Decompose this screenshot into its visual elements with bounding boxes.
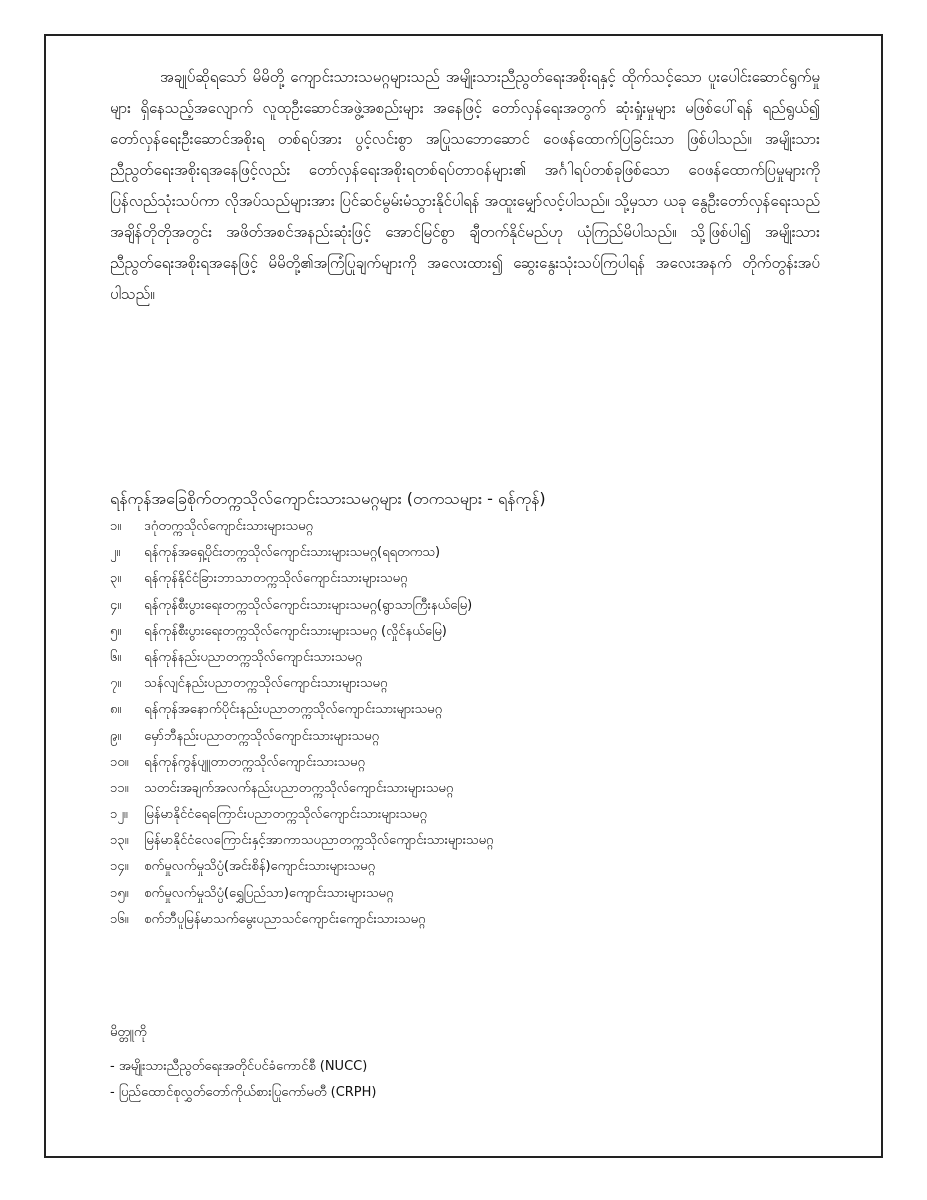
- list-item: [110, 802, 830, 828]
- list-item-number: ၉။: [110, 728, 122, 744]
- list-item-number: ၁၃။: [110, 833, 129, 849]
- list-item-number: ၁၄။: [110, 859, 129, 875]
- list-item-number: ၃။: [110, 571, 122, 587]
- list-item: [110, 881, 830, 907]
- list-item: [110, 724, 830, 750]
- list-item: [110, 514, 830, 540]
- list-item-name: ရန်ကုန်ကွန်ပျူတာတက္ကသိုလ်ကျောင်းသားသမဂ္ဂ: [144, 754, 365, 770]
- list-item: [110, 593, 830, 619]
- list-item-number: ၅။: [110, 623, 122, 639]
- list-item-number: ၂။: [110, 545, 121, 561]
- list-item-number: ၁။: [110, 519, 122, 534]
- list-item-number: ၁၂။: [110, 807, 128, 823]
- list-item: [110, 645, 830, 671]
- list-item-number: ၈။: [110, 702, 122, 718]
- list-item-number: ၄။: [110, 597, 122, 613]
- list-item-name: ရန်ကုန်အရှေ့ပိုင်းတက္ကသိုလ်ကျောင်းသားများသမဂ္ဂ(ရရတကသ): [144, 545, 441, 561]
- list-item-name: စက်မှုလက်မှုသိပ္ပံ(အင်းစိန်)ကျောင်းသားများသမဂ္ဂ: [144, 859, 376, 875]
- list-item: [110, 854, 830, 880]
- list-item-number: ၁၁။: [110, 780, 129, 796]
- list-item: [110, 828, 830, 854]
- list-item-name: ရန်ကုန်နိုင်ငံခြားဘာသာတက္ကသိုလ်ကျောင်းသားများသမဂ္ဂ: [144, 571, 408, 587]
- list-item-name: မြန်မာနိုင်ငံလေကြောင်းနှင့်အာကာသပညာတက္ကသိုလ်ကျောင်းသားများသမဂ္ဂ: [144, 833, 494, 849]
- list-item: [110, 540, 830, 566]
- list-item-number: ၁၆။: [110, 911, 129, 927]
- list-item-number: ၁၅။: [110, 885, 129, 901]
- section-title: ရန်ကုန်အခြေစိုက်တက္ကသိုလ်ကျောင်းသားသမဂ္ဂများ (တကသများ - ရန်ကုန်): [110, 489, 546, 508]
- list-item: [110, 776, 830, 802]
- copy-recipient-nucc: - အမျိုးသားညီညွတ်ရေးအတိုင်ပင်ခံကောင်စီ (NUCC): [110, 1059, 368, 1074]
- list-item-number: ၇။: [110, 676, 122, 692]
- list-item-number: ၁၀။: [110, 754, 129, 770]
- list-item-name: စက်ဘီပူမြန်မာသက်မွေးပညာသင်ကျောင်းကျောင်းသားသမဂ္ဂ: [144, 911, 426, 927]
- copies-heading: မိတ္တူကို: [110, 1025, 147, 1040]
- list-item-name: ရန်ကုန်အနောက်ပိုင်းနည်းပညာတက္ကသိုလ်ကျောင်းသားများသမဂ္ဂ: [144, 702, 443, 718]
- list-item: [110, 697, 830, 723]
- copies-section: [110, 1020, 830, 1106]
- intro-paragraph: အချုပ်ဆိုရသော် မိမိတို့ ကျောင်းသားသမဂ္ဂများသည် အမျိုးသားညီညွတ်ရေးအစိုးရနှင့် ထိုက်သင့်သော ပူးပေါင်းဆောင်ရွက်မှုများ ရှိနေသည့်အလျောက် လူထုဦးဆောင်အဖွဲ့အစည်းများ အနေဖြင့် တော်လှန်ရေးအတွက် ဆုံးရှုံးမှုများ မဖြစ်ပေါ်ရန် ရည်ရွယ်၍ တော်လှန်ရေးဦးဆောင်အစိုးရ တစ်ရပ်အား ပွင့်လင်းစွာ အပြုသဘောဆောင် ဝေဖန်ထောက်ပြခြင်းသာ ဖြစ်ပါသည်။ အမျိုးသားညီညွတ်ရေးအစိုးရအနေဖြင့်လည်း တော်လှန်ရေးအစိုးရတစ်ရပ်တာဝန်များ၏ အင်္ဂါရပ်တစ်ခုဖြစ်သော ဝေဖန်ထောက်ပြမှုများကို ပြန်လည်သုံးသပ်ကာ လိုအပ်သည်များအား ပြင်ဆင်မွမ်းမံသွားနိုင်ပါရန် အထူးမျှော်လင့်ပါသည်။ သို့မှသာ ယခု နွေဦးတော်လှန်ရေးသည် အချိန်တိုတိုအတွင်း အဖိတ်အစင်အနည်းဆုံးဖြင့် အောင်မြင်စွာ ချီတက်နိုင်မည်ဟု ယုံကြည်မိပါသည်။ သို့ဖြစ်ပါ၍ အမျိုးသားညီညွတ်ရေးအစိုးရအနေဖြင့် မိမိတို့၏အကြံပြုချက်များကို အလေးထား၍ ဆွေးနွေးသုံးသပ်ကြပါရန် အလေးအနက် တိုက်တွန်းအပ်ပါသည်။: [110, 68, 820, 303]
- list-item-name: ရန်ကုန်စီးပွားရေးတက္ကသိုလ်ကျောင်းသားများသမဂ္ဂ(ရွာသာကြီးနယ်မြေ): [144, 597, 473, 613]
- list-item-name: ရန်ကုန်စီးပွားရေးတက္ကသိုလ်ကျောင်းသားများသမဂ္ဂ (လှိုင်နယ်မြေ): [144, 623, 447, 639]
- list-item-number: ၆။: [110, 649, 122, 665]
- list-item: [110, 619, 830, 645]
- university-list: [110, 514, 830, 933]
- list-item: [110, 907, 830, 933]
- list-item-name: သန်လျင်နည်းပညာတက္ကသိုလ်ကျောင်းသားများသမဂ္ဂ: [144, 676, 388, 692]
- list-item-name: ဒဂုံတက္ကသိုလ်ကျောင်းသားများသမဂ္ဂ: [144, 519, 313, 534]
- list-item: [110, 566, 830, 592]
- list-item-name: မြန်မာနိုင်ငံရေကြောင်းပညာတက္ကသိုလ်ကျောင်းသားများသမဂ္ဂ: [144, 807, 427, 823]
- list-item-name: စက်မှုလက်မှုသိပ္ပံ(ရွှေပြည်သာ)ကျောင်းသားများသမဂ္ဂ: [144, 885, 394, 901]
- list-item-name: ရန်ကုန်နည်းပညာတက္ကသိုလ်ကျောင်းသားသမဂ္ဂ: [144, 649, 363, 665]
- list-item: [110, 671, 830, 697]
- copy-recipient-crph: - ပြည်ထောင်စုလွှတ်တော်ကိုယ်စားပြုကော်မတီ (CRPH): [110, 1085, 377, 1100]
- list-item: [110, 750, 830, 776]
- list-item-name: သတင်းအချက်အလက်နည်းပညာတက္ကသိုလ်ကျောင်းသားများသမဂ္ဂ: [144, 780, 454, 796]
- list-item-name: မှော်ဘီနည်းပညာတက္ကသိုလ်ကျောင်းသားများသမဂ္ဂ: [144, 728, 380, 744]
